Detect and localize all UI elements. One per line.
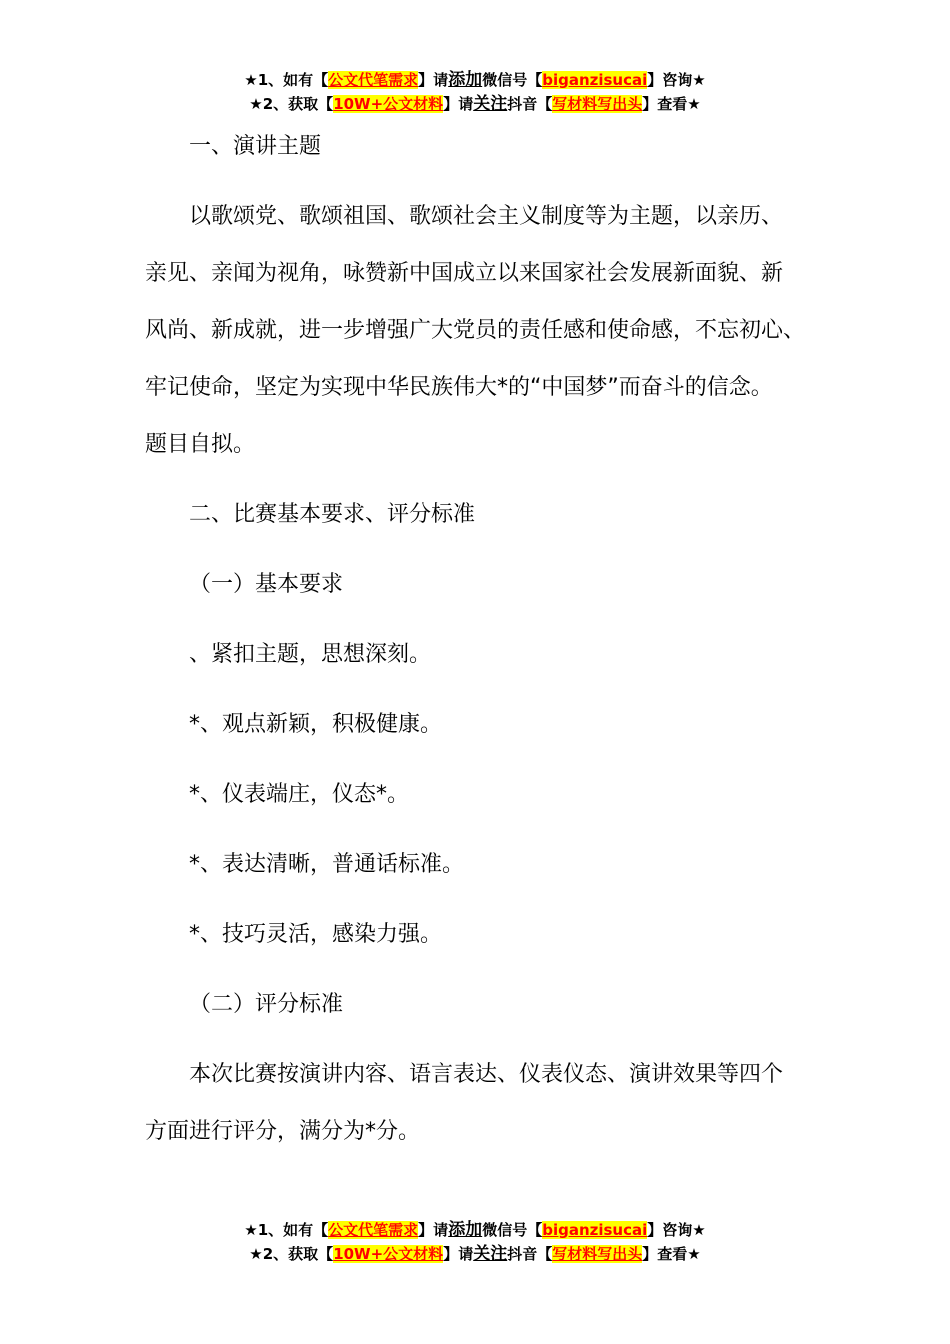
paragraph-line: 牢记使命，坚定为实现中华民族伟大*的“中国梦”而奋斗的信念。: [145, 375, 773, 400]
banner-text: ★1、如有【: [244, 1221, 329, 1239]
banner-text: 】请: [443, 1245, 474, 1263]
banner-text: 抖音【: [507, 1245, 553, 1263]
banner-line-1: [0, 68, 950, 92]
requirement-item: *、技巧灵活，感染力强。: [189, 922, 443, 947]
header-banner: [0, 68, 950, 116]
banner-line-2: [0, 1242, 950, 1266]
highlight-douyin-id: 写材料写出头: [552, 95, 643, 113]
banner-line-2: [0, 92, 950, 116]
banner-text: 】请: [418, 1221, 449, 1239]
banner-emphasis: 关注: [473, 1244, 508, 1264]
paragraph-line: 风尚、新成就，进一步增强广大党员的责任感和使命感，不忘初心、: [145, 318, 806, 343]
banner-emphasis: 关注: [473, 94, 508, 114]
banner-text: 抖音【: [507, 95, 553, 113]
footer-banner: [0, 1218, 950, 1266]
requirement-item: *、观点新颖，积极健康。: [189, 712, 443, 737]
banner-text: 微信号【: [482, 71, 543, 89]
heading-theme: 一、演讲主题: [189, 134, 322, 159]
banner-text: ★2、获取【: [249, 1245, 334, 1263]
paragraph-line: 题目自拟。: [145, 432, 256, 457]
banner-text: 】查看★: [642, 1245, 701, 1263]
banner-text: 】咨询★: [647, 71, 706, 89]
subheading-basic-requirements: （一）基本要求: [189, 572, 344, 597]
banner-text: ★2、获取【: [249, 95, 334, 113]
requirement-item: *、仪表端庄，仪态*。: [189, 782, 410, 807]
highlight-service: 公文代笔需求: [328, 1221, 419, 1239]
banner-text: 】查看★: [642, 95, 701, 113]
paragraph-line: 亲见、亲闻为视角，咏赞新中国成立以来国家社会发展新面貌、新: [145, 261, 784, 286]
highlight-service: 公文代笔需求: [328, 71, 419, 89]
subheading-scoring-standard: （二）评分标准: [189, 992, 344, 1017]
banner-text: 】请: [443, 95, 474, 113]
paragraph-line: 本次比赛按演讲内容、语言表达、仪表仪态、演讲效果等四个: [189, 1062, 784, 1087]
paragraph-theme: [145, 188, 825, 473]
banner-emphasis: 添加: [448, 70, 483, 90]
heading-requirements-scoring: 二、比赛基本要求、评分标准: [189, 502, 476, 527]
highlight-wechat-id: biganzisucai: [542, 71, 648, 89]
banner-text: ★1、如有【: [244, 71, 329, 89]
highlight-wechat-id: biganzisucai: [542, 1221, 648, 1239]
paragraph-line: 以歌颂党、歌颂祖国、歌颂社会主义制度等为主题，以亲历、: [189, 204, 784, 229]
requirement-item: *、表达清晰，普通话标准。: [189, 852, 465, 877]
banner-line-1: [0, 1218, 950, 1242]
banner-text: 】请: [418, 71, 449, 89]
document-body: [145, 118, 825, 1160]
paragraph-scoring: [145, 1046, 825, 1160]
requirement-item: 、紧扣主题，思想深刻。: [189, 642, 432, 667]
banner-emphasis: 添加: [448, 1220, 483, 1240]
highlight-materials: 10W+公文材料: [333, 1245, 444, 1263]
banner-text: 】咨询★: [647, 1221, 706, 1239]
highlight-materials: 10W+公文材料: [333, 95, 444, 113]
paragraph-line: 方面进行评分，满分为*分。: [145, 1119, 421, 1144]
highlight-douyin-id: 写材料写出头: [552, 1245, 643, 1263]
banner-text: 微信号【: [482, 1221, 543, 1239]
